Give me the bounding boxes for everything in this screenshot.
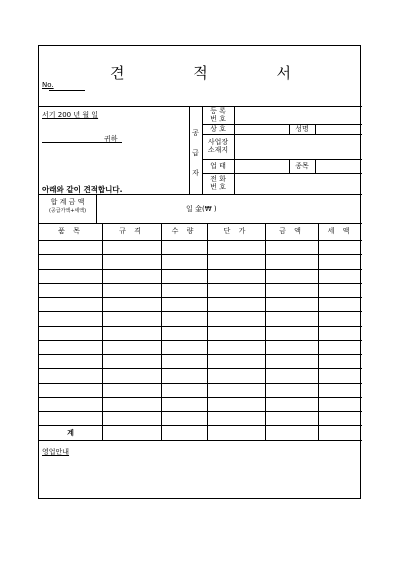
- table-header-cell: 수 량: [171, 227, 197, 235]
- table-column-divider: [265, 223, 266, 440]
- table-header-cell: 규 격: [119, 227, 144, 235]
- trade-name-label: 상 호: [210, 125, 226, 133]
- total-top-line: [39, 194, 362, 195]
- table-column-divider: [318, 223, 319, 440]
- doc-number-label: No.: [42, 81, 54, 89]
- table-row-line: [39, 254, 362, 255]
- business-type-label: 업 태: [210, 162, 226, 170]
- table-column-divider: [207, 223, 208, 440]
- footer-label: 영업안내: [42, 448, 70, 456]
- table-row-line: [39, 383, 362, 384]
- item-label: 종목: [295, 162, 309, 170]
- reg-no-label: 등 록 번 호: [210, 107, 226, 123]
- table-column-divider: [161, 223, 162, 440]
- supplier-value-border: [234, 106, 235, 194]
- supplier-row-line-3: [202, 159, 362, 160]
- table-row-line: [39, 326, 362, 327]
- table-row-line: [39, 411, 362, 412]
- supplier-row-line-4: [202, 173, 362, 174]
- table-header-cell: 단 가: [223, 227, 249, 235]
- table-row-line: [39, 368, 362, 369]
- rep-divider-b: [315, 124, 316, 134]
- recipient-suffix: 귀하: [104, 135, 118, 143]
- sum-row-label: 계: [67, 429, 74, 438]
- table-column-divider: [102, 223, 103, 440]
- total-amount-sub: (공급가액+세액): [48, 208, 87, 214]
- total-amount-value[interactable]: 일 金(₩ ): [186, 205, 217, 213]
- phone-label: 전 화 번 호: [210, 175, 226, 191]
- table-header-cell: 품 목: [58, 227, 83, 235]
- address-label: 사업장 소재지: [207, 138, 229, 154]
- table-row-line: [39, 269, 362, 270]
- supplier-row-line-2: [202, 134, 362, 135]
- estimate-form: [38, 45, 361, 499]
- table-row-line: [39, 340, 362, 341]
- page-title: 견 적 서: [109, 64, 323, 82]
- header-divider: [39, 106, 362, 107]
- table-row-line: [39, 297, 362, 298]
- table-row-line: [39, 354, 362, 355]
- table-header-cell: 금 액: [279, 227, 304, 235]
- total-label-border: [96, 194, 97, 223]
- item-divider-b: [315, 159, 316, 173]
- table-row-line: [39, 425, 362, 426]
- date-label[interactable]: 서기 200 년 월 일: [42, 111, 99, 119]
- table-row-line: [39, 397, 362, 398]
- doc-number-line: [49, 90, 85, 91]
- table-header-line: [39, 240, 362, 241]
- supplier-vertical-label: 공 급 자: [192, 129, 199, 177]
- statement-text: 아래와 같이 견적합니다.: [42, 185, 123, 194]
- table-row-line: [39, 440, 362, 441]
- representative-label: 성명: [295, 125, 309, 133]
- table-header-cell: 세 액: [327, 227, 353, 235]
- table-row-line: [39, 283, 362, 284]
- table-row-line: [39, 311, 362, 312]
- total-amount-label: 합 계 금 액: [50, 198, 85, 206]
